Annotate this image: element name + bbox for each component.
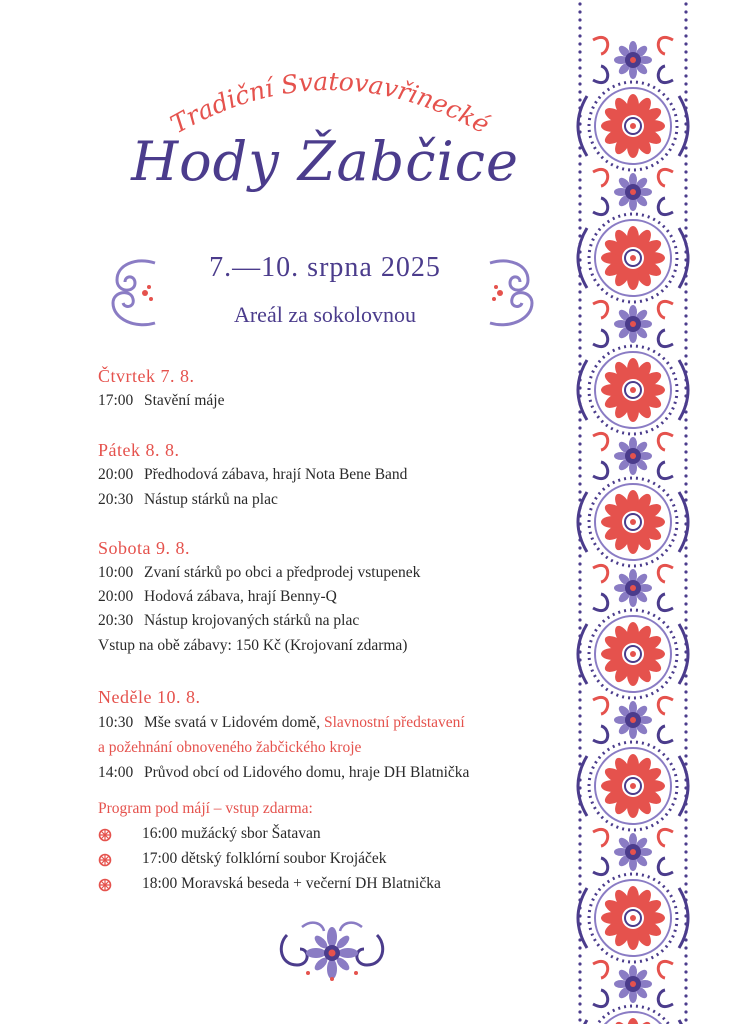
schedule-row	[98, 392, 225, 410]
subtitle-text: Tradiční Svatovavřinecké	[165, 66, 495, 140]
row-text: Mše svatá v Lidovém domě,	[144, 714, 324, 731]
event-venue: Areál za sokolovnou	[233, 302, 417, 327]
event-date: 7.—10. srpna 2025	[209, 252, 441, 283]
page-title: Hody Žabčice	[131, 130, 519, 193]
row-text: Hodová zábava, hrají Benny-Q	[144, 588, 337, 605]
schedule-row	[98, 588, 337, 606]
schedule-row	[98, 714, 465, 732]
folk-ornament-border	[574, 0, 692, 1024]
row-text: Průvod obcí od Lidového domu, hraje DH Blatnička	[144, 764, 470, 781]
day-heading-thursday: Čtvrtek 7. 8.	[98, 366, 195, 386]
program-item: 17:00 dětský folklórní soubor Krojáček	[142, 850, 387, 867]
row-text: Stavění máje	[144, 392, 225, 409]
program-item: 18:00 Moravská beseda + večerní DH Blatnička	[142, 875, 441, 892]
row-highlight: Slavnostní představení	[323, 714, 465, 731]
svg-text:Tradiční Svatovavřinecké	[166, 67, 495, 139]
flower-bullet-icon	[98, 878, 112, 892]
row-time: 20:00	[98, 588, 134, 605]
row-time: 20:00	[98, 466, 134, 483]
schedule-row	[98, 564, 420, 582]
row-text: Nástup krojovaných stárků na plac	[144, 612, 360, 629]
schedule-row	[98, 491, 278, 509]
row-time: 10:30	[98, 714, 134, 731]
bottom-flower-ornament	[272, 915, 392, 985]
program-heading: Program pod májí – vstup zdarma:	[98, 800, 313, 817]
schedule-row	[98, 612, 359, 630]
day-heading-sunday: Neděle 10. 8.	[98, 687, 201, 707]
row-text: Zvaní stárků po obci a předprodej vstupenek	[144, 564, 421, 581]
schedule-row	[98, 466, 407, 484]
row-text: Předhodová zábava, hrají Nota Bene Band	[144, 466, 408, 483]
entry-fee-note: Vstup na obě zábavy: 150 Kč (Krojovaní zdarma)	[98, 637, 408, 654]
row-time: 14:00	[98, 764, 134, 781]
day-heading-saturday: Sobota 9. 8.	[98, 538, 191, 558]
row-text: Nástup stárků na plac	[144, 491, 278, 508]
row-time: 10:00	[98, 564, 134, 581]
program-item: 16:00 mužácký sbor Šatavan	[142, 825, 321, 842]
schedule-row	[98, 764, 469, 782]
row-time: 20:30	[98, 612, 134, 629]
row-time: 20:30	[98, 491, 134, 508]
row-highlight-continued: a požehnání obnoveného žabčického kroje	[98, 739, 362, 756]
day-heading-friday: Pátek 8. 8.	[98, 440, 180, 460]
flower-bullet-icon	[98, 853, 112, 867]
flower-bullet-icon	[98, 828, 112, 842]
row-time: 17:00	[98, 392, 134, 409]
